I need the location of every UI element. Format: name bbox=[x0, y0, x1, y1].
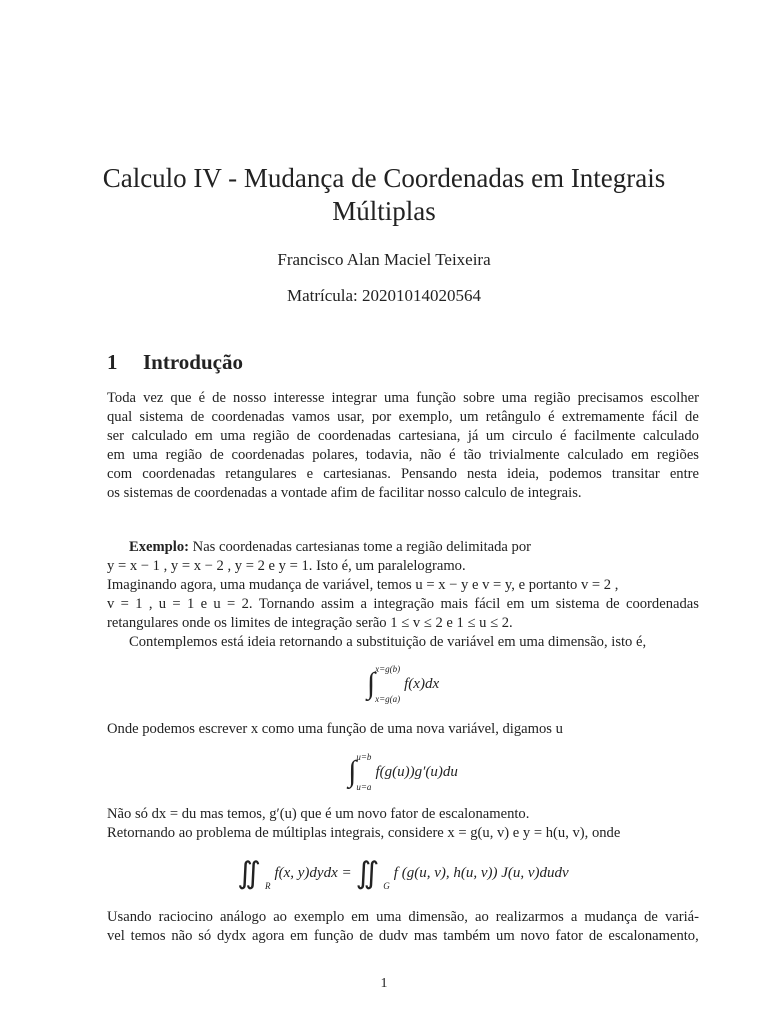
integral-symbol: ∫ bbox=[348, 755, 357, 788]
text-line: Retornando ao problema de múltiplas integrais, considere x = g(u, v) e y = h(u, v), onde bbox=[107, 825, 621, 841]
author-name: Francisco Alan Maciel Teixeira bbox=[277, 250, 491, 269]
intro-line: ser calculado em uma região de coordenadas cartesiana, já um circulo é facilmente calculado bbox=[107, 428, 699, 444]
final-paragraph bbox=[107, 908, 699, 946]
intro-paragraph bbox=[107, 389, 699, 503]
text-after-eq1 bbox=[107, 720, 699, 739]
equation-2 bbox=[107, 752, 699, 792]
example-line bbox=[107, 538, 699, 557]
page-number: 1 bbox=[380, 976, 388, 991]
equation-3 bbox=[107, 856, 699, 891]
integral-symbol: ∫ bbox=[366, 667, 376, 700]
text-line: Não só dx = du mas temos, g′(u) que é um novo fator de escalonamento. bbox=[107, 806, 530, 822]
lower-limit: u=a bbox=[356, 782, 372, 792]
example-line: Contemplemos está ideia retornando a substituição de variável em uma dimensão, isto é, bbox=[129, 634, 647, 650]
double-integral-symbol: ∬ bbox=[355, 857, 380, 890]
intro-line: Toda vez que é de nosso interesse integrar uma função sobre uma região precisamos escolher bbox=[107, 390, 699, 406]
matricula: Matrícula: 20201014020564 bbox=[286, 286, 482, 305]
integrand: f(x)dx bbox=[404, 675, 440, 692]
paper-title bbox=[100, 162, 668, 228]
integral-limits bbox=[375, 664, 400, 704]
text-line: Usando raciocino análogo ao exemplo em uma dimensão, ao realizarmos a mudança de variá- bbox=[107, 909, 699, 925]
intro-line: qual sistema de coordenadas vamos usar, por exemplo, um retângulo é extremamente fácil de bbox=[107, 409, 699, 425]
lower-limit: x=g(a) bbox=[375, 694, 401, 704]
lhs-integrand: f(x, y)dydx = bbox=[274, 865, 352, 881]
text-after-eq2 bbox=[107, 805, 699, 843]
rhs-integrand: f (g(u, v), h(u, v)) J(u, v)dudv bbox=[393, 865, 569, 881]
text-line: vel temos não só dydx agora em função de dudv mas também um novo fator de escalonamento, bbox=[107, 928, 699, 944]
title-line-2: Múltiplas bbox=[332, 196, 436, 226]
example-line: retangulares onde os limites de integração serão 1 ≤ v ≤ 2 e 1 ≤ u ≤ 2. bbox=[107, 615, 513, 631]
section-title: Introdução bbox=[143, 350, 243, 374]
region-subscript: G bbox=[383, 880, 390, 891]
integrand: f(g(u))g′(u)du bbox=[375, 763, 458, 780]
example-text: Nas coordenadas cartesianas tome a região delimitada por bbox=[192, 539, 532, 555]
example-line: y = x − 1 , y = x − 2 , y = 2 e y = 1. Isto é, um paralelogramo. bbox=[107, 558, 466, 574]
intro-line: com coordenadas retangulares e cartesianas. Pensando nesta ideia, podemos transitar entre bbox=[107, 466, 699, 482]
text-line: Onde podemos escrever x como uma função de uma nova variável, digamos u bbox=[107, 721, 563, 737]
intro-line: em uma região de coordenadas polares, todavia, não é tão trivialmente calculado em regiões bbox=[107, 447, 699, 463]
example-paragraph bbox=[107, 538, 699, 652]
integral-limits bbox=[356, 752, 371, 792]
section-heading bbox=[107, 350, 243, 375]
title-line-1: Calculo IV - Mudança de Coordenadas em Integrais bbox=[102, 163, 666, 193]
upper-limit: u=b bbox=[356, 752, 372, 762]
example-line: v = 1 , u = 1 e u = 2. Tornando assim a integração mais fácil em um sistema de coordenadas bbox=[107, 596, 699, 612]
example-line: Imaginando agora, uma mudança de variável, temos u = x − y e v = y, e portanto v = 2 , bbox=[107, 577, 619, 593]
double-integral-symbol: ∬ bbox=[237, 857, 261, 890]
upper-limit: x=g(b) bbox=[375, 664, 401, 674]
region-subscript: R bbox=[264, 880, 271, 891]
intro-line: os sistemas de coordenadas a vontade afim de facilitar nosso calculo de integrais. bbox=[107, 485, 582, 501]
example-label: Exemplo: bbox=[129, 539, 189, 555]
equation-1 bbox=[107, 664, 699, 704]
section-number: 1 bbox=[107, 350, 118, 374]
